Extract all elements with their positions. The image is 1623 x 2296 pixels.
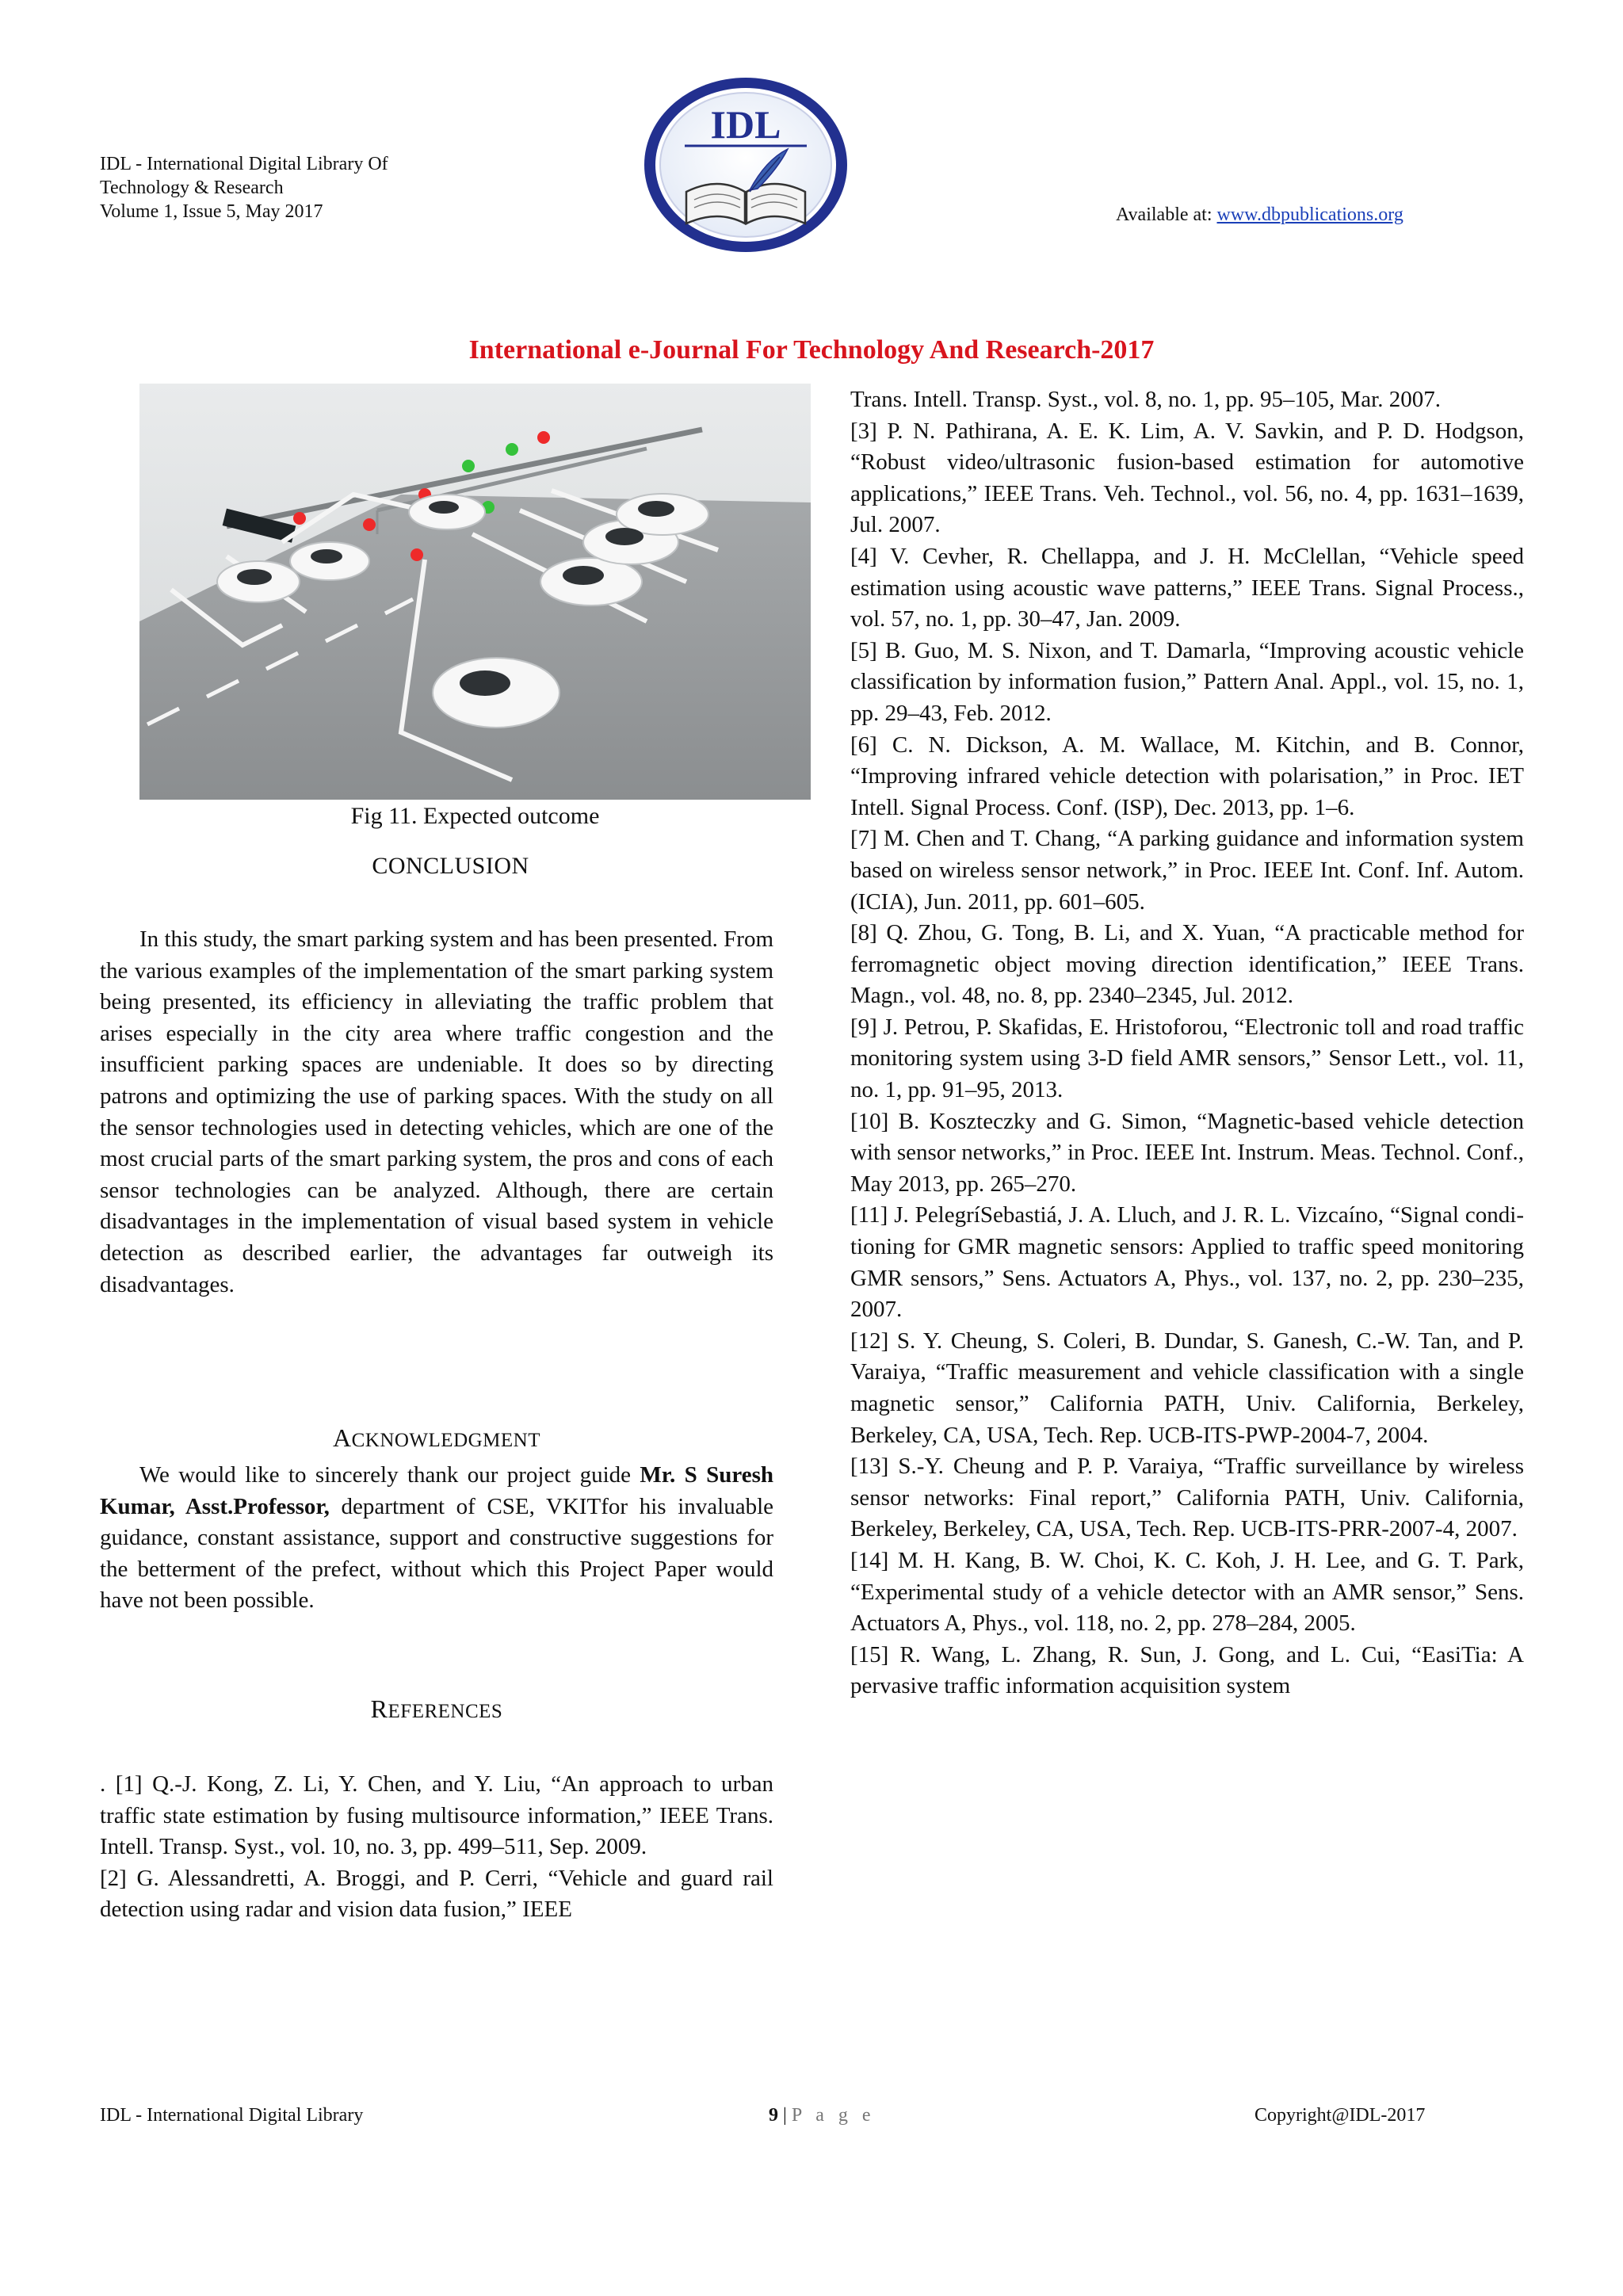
reference-4: [4] V. Cevher, R. Chellappa, and J. H. McClellan, “Vehicle speed estimation using acoustic wave patterns,” IEEE Trans. Signal Process., vol. 57, no. 1, pp. 30–47, Jan. 2009. [850,543,1524,632]
publisher-link[interactable]: www.dbpublications.org [1216,204,1403,225]
reference-15: [15] R. Wang, L. Zhang, R. Sun, J. Gong, and L. Cui, “EasiTia: A pervasive traffic information acquisition system [850,1641,1524,1699]
reference-2-cont: Trans. Intell. Transp. Syst., vol. 8, no. 1, pp. 95–105, Mar. 2007. [850,387,1441,412]
header-line-3: Volume 1, Issue 5, May 2017 [100,201,323,222]
footer-library: IDL - International Digital Library [100,2105,364,2126]
availability-line [1116,203,1403,227]
reference-9: [9] J. Petrou, P. Skafidas, E. Hristoforou, “Electronic toll and road traffic monitoring system using 3-D field AMR sensors,” Sensor Lett., vol. 11, no. 1, pp. 91–95, 2013. [850,1014,1524,1103]
logo-text: IDL [710,102,781,147]
idl-logo [639,73,853,257]
reference-12: [12] S. Y. Cheung, S. Coleri, B. Dundar, S. Ganesh, C.-W. Tan, and P. Varaiya, “Traffic measurement and vehicle classification with a single magnetic sensor,” California PATH, Univ. California, Berkeley, Berkeley, CA, USA, Tech. Rep. UCB-ITS-PWP-2004-7, 2004. [850,1328,1524,1448]
reference-1: . [1] Q.-J. Kong, Z. Li, Y. Chen, and Y. Liu, “An approach to urban traffic state estimation by fusing multisource information,” IEEE Trans. Intell. Transp. Syst., vol. 10, no. 3, pp. 499–511, Sep. 2009. [100,1771,773,1860]
header-line-2: Technology & Research [100,178,284,198]
reference-11: [11] J. PelegríSebastiá, J. A. Lluch, and J. R. L. Vizcaíno, “Signal condi- tioning for GMR magnetic sensors: Applied to traffic speed monitoring GMR sensors,” Sens. Actuators A, Phys., vol. 137, no. 2, pp. 230–235, 2007. [850,1202,1524,1323]
header-line-1: IDL - International Digital Library Of [100,154,388,174]
reference-10: [10] B. Koszteczky and G. Simon, “Magnetic-based vehicle detection with sensor networks,” in Proc. IEEE Int. Instrum. Meas. Technol. Conf., May 2013, pp. 265–270. [850,1108,1524,1197]
parking-illustration [139,384,811,800]
reference-14: [14] M. H. Kang, B. W. Choi, K. C. Koh, J. H. Lee, and G. T. Park, “Experimental study of a vehicle detector with an AMR sensor,” Sens. Actuators A, Phys., vol. 118, no. 2, pp. 278–284, 2005. [850,1547,1524,1637]
figure-caption: Fig 11. Expected outcome [350,803,600,829]
reference-3: [3] P. N. Pathirana, A. E. K. Lim, A. V. Savkin, and P. D. Hodgson, “Robust video/ultrasonic fusion-based estimation for automotive applications,” IEEE Trans. Veh. Technol., vol. 56, no. 4, pp. 1631–1639, Jul. 2007. [850,418,1524,538]
acknowledgment-paragraph: We would like to sincerely thank our project guide Mr. S Suresh Kumar, Asst.Professor, department of CSE, VKITfor his invaluable guidance, constant assistance, support and constructive suggestions for the betterment of the prefect, without which this Project Paper would have not been possible. [100,1462,774,1614]
conclusion-heading: CONCLUSION [372,853,529,879]
available-label: Available at: [1116,204,1217,225]
references-right-column [850,384,1524,1702]
reference-6: [6] C. N. Dickson, A. M. Wallace, M. Kitchin, and B. Connor, “Improving infrared vehicle detection with polarisation,” in Proc. IET Intell. Signal Process. Conf. (ISP), Dec. 2013, pp. 1–6. [850,732,1524,820]
conclusion-paragraph: In this study, the smart parking system and has been presented. From the various examples of the implementation of the smart parking system being presented, its efficiency in alleviating the traffic problem that arises especially in the city area where traffic congestion and the insufficient parking spaces are undeniable. It does so by directing patrons and optimizing the use of parking spaces. With the study on all the sensor technologies used in detecting vehicles, which are one of the most crucial parts of the smart parking system, the pros and cons of each sensor technologies can be analyzed. Although, there are certain disadvantages in the implementation of visual based system in vehicle detection as described earlier, the advantages far outweigh its disadvantages. [100,926,773,1297]
references-heading: REFERENCES [370,1694,503,1723]
acknowledgment-heading: ACKNOWLEDGMENT [332,1423,541,1452]
guide-name: Mr. S Suresh Kumar, Asst.Professor, [100,1462,773,1519]
reference-8: [8] Q. Zhou, G. Tong, B. Li, and X. Yuan, “A practicable method for ferromagnetic object moving direction identification,” IEEE Trans. Magn., vol. 48, no. 8, pp. 2340–2345, Jul. 2012. [850,920,1524,1009]
reference-7: [7] M. Chen and T. Chang, “A parking guidance and information system based on wireless sensor network,” in Proc. IEEE Int. Conf. Inf. Autom. (ICIA), Jun. 2011, pp. 601–605. [850,826,1524,915]
reference-13: [13] S.-Y. Cheung and P. P. Varaiya, “Traffic surveillance by wireless sensor networks: Final report,” California PATH, Univ. California, Berkeley, Berkeley, CA, USA, Tech. Rep. UCB-ITS-PRR-2007-4, 2007. [850,1454,1524,1542]
footer-copyright: Copyright@IDL-2017 [1254,2105,1426,2126]
header-publication-info [100,152,544,223]
footer-page-number: 9 | P a g e [769,2105,876,2126]
reference-2: [2] G. Alessandretti, A. Broggi, and P. Cerri, “Vehicle and guard rail detection using radar and vision data fusion,” IEEE [100,1865,773,1923]
journal-title: International e-Journal For Technology And Research-2017 [468,335,1155,365]
reference-5: [5] B. Guo, M. S. Nixon, and T. Damarla, “Improving acoustic vehicle classification by information fusion,” Pattern Anal. Appl., vol. 15, no. 1, pp. 29–43, Feb. 2012. [850,637,1524,726]
references-left-column [100,1769,773,1926]
